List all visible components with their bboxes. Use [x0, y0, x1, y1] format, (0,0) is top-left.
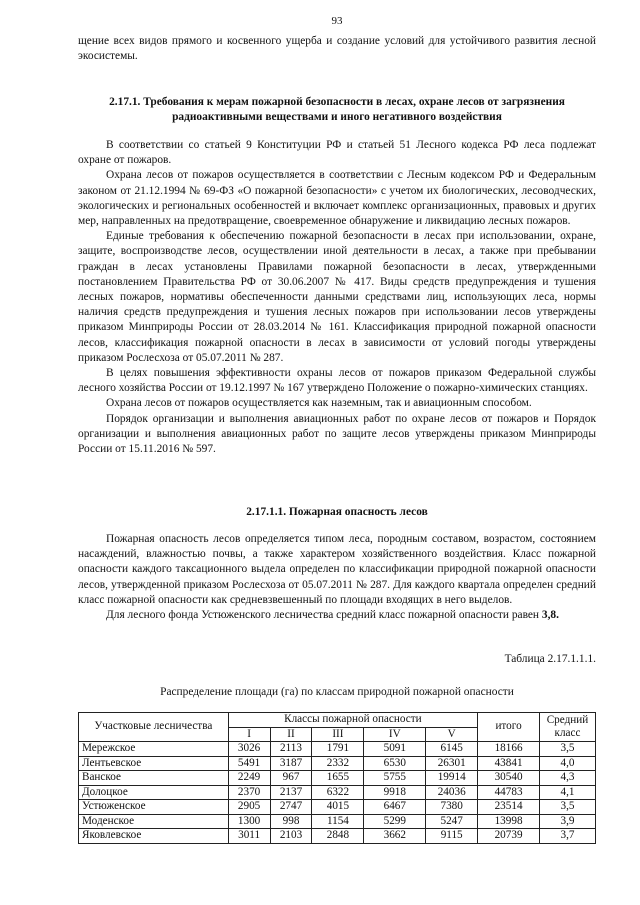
table-row	[79, 742, 596, 757]
cell-avg: 4,0	[539, 756, 595, 771]
cell-value: 2137	[270, 785, 312, 800]
header-class-1: I	[228, 727, 270, 742]
table-row	[79, 814, 596, 829]
cell-value: 6145	[426, 742, 478, 757]
table-row	[79, 800, 596, 815]
paragraph-requirements: Единые требования к обеспечению пожарной безопасности в лесах при использовании, охране, защите, воспроизводстве лесов, осуществлении иной деятельности в лесах, а также при пребывании граждан в лесах установлены Правилами пожарной безопасности в лесах, утвержденными постановлением Правительства РФ от 30.06.2007 № 417. Виды средств предупреждения и тушения лесных пожаров, нормативы обеспеченности данными средствами лиц, использующих леса, нормы наличия средств предупреждения и тушения лесных пожаров при использовании лесов утверждены приказом Минприроды России от 28.03.2014 № 161. Классификация природной пожарной опасности лесов, классификация пожарной опасности в лесах в зависимости от условий погоды утверждены приказом Рослесхоза от 05.07.2011 № 287.	[78, 230, 596, 364]
cell-value: 7380	[426, 800, 478, 815]
paragraph-constitution: В соответствии со статьей 9 Конституции РФ и статьей 51 Лесного кодекса РФ леса подлежат охране от пожаров.	[78, 139, 596, 167]
cell-avg: 4,3	[539, 771, 595, 786]
cell-value: 1154	[312, 814, 364, 829]
cell-value: 5091	[364, 742, 426, 757]
row-name: Долоцкое	[79, 785, 229, 800]
cell-total: 43841	[478, 756, 540, 771]
cell-value: 2370	[228, 785, 270, 800]
paragraph-fire-danger: Пожарная опасность лесов определяется типом леса, породным составом, возрастом, состоянием насаждений, влажностью почвы, а также характером хозяйственного воздействия. Класс пожарной опасности каждого таксационного выдела определен по классификации природной пожарной опасности лесов, утвержденной приказом Рослесхоза от 05.07.2011 № 287. Для каждого квартала определен средний класс пожарной опасности как средневзвешенный по площади входящих в него выделов.	[78, 533, 596, 606]
cell-total: 20739	[478, 829, 540, 844]
header-class-2: II	[270, 727, 312, 742]
paragraph-fire-stations: В целях повышения эффективности охраны лесов от пожаров приказом Федеральной службы лесного хозяйства России от 19.12.1997 № 167 утверждено Положение о пожарно-химических станциях.	[78, 367, 596, 395]
subsection-heading: 2.17.1.1. Пожарная опасность лесов	[246, 506, 428, 518]
cell-value: 1655	[312, 771, 364, 786]
cell-value: 2848	[312, 829, 364, 844]
cell-avg: 4,1	[539, 785, 595, 800]
cell-value: 2113	[270, 742, 312, 757]
table-row	[79, 785, 596, 800]
row-name: Лентьевское	[79, 756, 229, 771]
header-class-4: IV	[364, 727, 426, 742]
paragraph-methods: Охрана лесов от пожаров осуществляется как наземным, так и авиационным способом.	[106, 397, 532, 410]
cell-value: 2103	[270, 829, 312, 844]
header-class-5: V	[426, 727, 478, 742]
table-caption: Распределение площади (га) по классам природной пожарной опасности	[160, 686, 514, 698]
table-row	[79, 756, 596, 771]
row-name: Мережское	[79, 742, 229, 757]
intro-text: щение всех видов прямого и косвенного ущерба и создание условий для устойчивого развития лесной экосистемы.	[78, 35, 596, 63]
cell-value: 3011	[228, 829, 270, 844]
average-class-value: 3,8.	[541, 609, 559, 622]
cell-total: 13998	[478, 814, 540, 829]
cell-value: 6467	[364, 800, 426, 815]
paragraph-aviation: Порядок организации и выполнения авиационных работ по охране лесов от пожаров и Порядок организации и выполнения авиационных работ по защите лесов утверждены приказом Минприроды России от 15.11.2016 № 597.	[78, 412, 596, 456]
cell-avg: 3,5	[539, 800, 595, 815]
cell-value: 2905	[228, 800, 270, 815]
cell-value: 967	[270, 771, 312, 786]
cell-value: 2332	[312, 756, 364, 771]
cell-value: 5491	[228, 756, 270, 771]
cell-value: 3187	[270, 756, 312, 771]
cell-value: 5247	[426, 814, 478, 829]
cell-value: 2249	[228, 771, 270, 786]
cell-value: 4015	[312, 800, 364, 815]
cell-value: 6530	[364, 756, 426, 771]
table-row	[79, 771, 596, 786]
section-body	[78, 138, 596, 457]
header-classes: Классы пожарной опасности	[228, 713, 478, 728]
cell-total: 23514	[478, 800, 540, 815]
cell-value: 998	[270, 814, 312, 829]
row-name: Ванское	[79, 771, 229, 786]
cell-value: 5299	[364, 814, 426, 829]
cell-value: 2747	[270, 800, 312, 815]
table-row	[79, 829, 596, 844]
subsection-body	[78, 532, 596, 623]
cell-avg: 3,9	[539, 814, 595, 829]
cell-value: 3026	[228, 742, 270, 757]
cell-avg: 3,7	[539, 829, 595, 844]
fire-class-table	[78, 712, 596, 844]
header-class-3: III	[312, 727, 364, 742]
cell-value: 19914	[426, 771, 478, 786]
cell-value: 6322	[312, 785, 364, 800]
table-label: Таблица 2.17.1.1.1.	[504, 653, 596, 665]
section-heading: 2.17.1. Требования к мерам пожарной безопасности в лесах, охране лесов от загрязнения радиоактивными веществами и иного негативного воздействия	[109, 96, 565, 124]
cell-avg: 3,5	[539, 742, 595, 757]
cell-total: 18166	[478, 742, 540, 757]
cell-value: 5755	[364, 771, 426, 786]
page-number: 93	[331, 15, 343, 27]
header-avg: Средний класс	[539, 713, 595, 742]
row-name: Моденское	[79, 814, 229, 829]
header-total: итого	[478, 713, 540, 742]
cell-value: 24036	[426, 785, 478, 800]
cell-value: 1791	[312, 742, 364, 757]
cell-value: 9918	[364, 785, 426, 800]
cell-value: 26301	[426, 756, 478, 771]
header-forestry: Участковые лесничества	[79, 713, 229, 742]
row-name: Яковлевское	[79, 829, 229, 844]
cell-value: 1300	[228, 814, 270, 829]
paragraph-forest-code: Охрана лесов от пожаров осуществляется в соответствии с Лесным кодексом РФ и Федеральным законом от 21.12.1994 № 69-ФЗ «О пожарной безопасности» с учетом их биологических, лесоводческих, экологических и региональных особенностей и включает комплекс организационных, правовых и других мер, направленных на предотвращение, своевременное обнаружение и ликвидацию лесных пожаров.	[78, 169, 596, 228]
cell-value: 9115	[426, 829, 478, 844]
cell-total: 44783	[478, 785, 540, 800]
paragraph-average-class	[78, 608, 596, 623]
row-name: Устюженское	[79, 800, 229, 815]
cell-value: 3662	[364, 829, 426, 844]
cell-total: 30540	[478, 771, 540, 786]
average-class-text: Для лесного фонда Устюженского лесничества средний класс пожарной опасности равен	[106, 609, 542, 622]
